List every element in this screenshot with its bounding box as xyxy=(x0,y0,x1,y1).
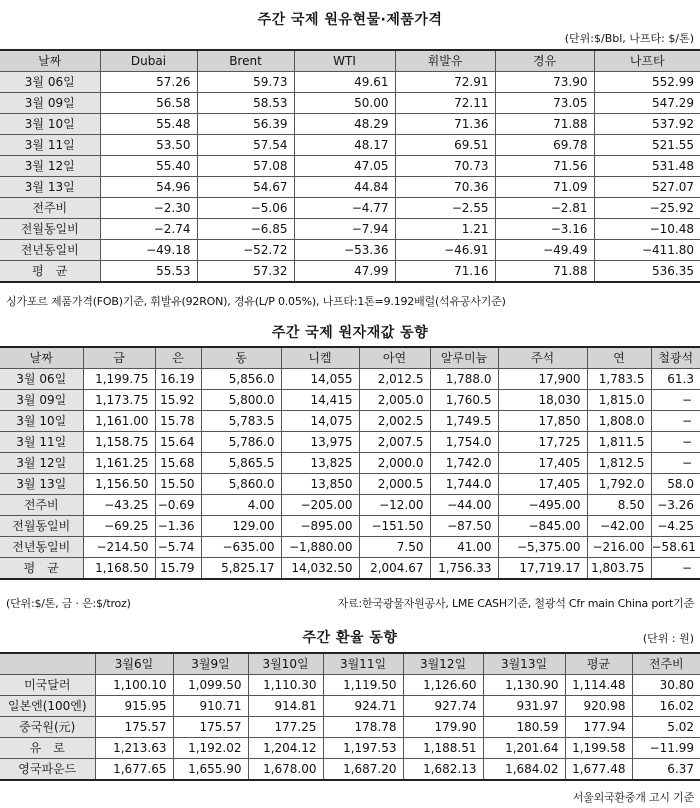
table-cell: 73.05 xyxy=(495,93,594,114)
table-cell: −44.00 xyxy=(430,495,498,516)
row-label: 전주비 xyxy=(0,198,100,219)
table-cell: −7.94 xyxy=(294,219,395,240)
table-cell: 552.99 xyxy=(594,72,700,93)
table-cell: 1,808.0 xyxy=(587,411,651,432)
table-cell: 1,788.0 xyxy=(430,369,498,390)
table-cell: −1.36 xyxy=(155,516,201,537)
table-cell: 70.73 xyxy=(395,156,495,177)
header-cell xyxy=(0,653,95,675)
table-row xyxy=(0,558,700,580)
table-cell: 2,007.5 xyxy=(359,432,430,453)
table-cell: 1,201.64 xyxy=(483,738,565,759)
table-row xyxy=(0,759,700,781)
table-cell: 1,213.63 xyxy=(95,738,173,759)
table-cell: 177.25 xyxy=(248,717,323,738)
table-row xyxy=(0,675,700,696)
header-cell: 평균 xyxy=(565,653,632,675)
table-cell: 1,742.0 xyxy=(430,453,498,474)
table-cell: −411.80 xyxy=(594,240,700,261)
table-cell: 71.16 xyxy=(395,261,495,283)
table-cell: 59.73 xyxy=(197,72,294,93)
table-cell: 55.48 xyxy=(100,114,197,135)
table-cell: −87.50 xyxy=(430,516,498,537)
exchange-rate-table xyxy=(0,652,700,781)
table-cell: 17,900 xyxy=(498,369,587,390)
table-cell: 72.11 xyxy=(395,93,495,114)
table-cell: 180.59 xyxy=(483,717,565,738)
table-cell: −58.61 xyxy=(651,537,700,558)
table-cell: 1,684.02 xyxy=(483,759,565,781)
table-cell: −12.00 xyxy=(359,495,430,516)
table-cell: 17,405 xyxy=(498,474,587,495)
table-cell: 1,812.5 xyxy=(587,453,651,474)
table-cell: 1,119.50 xyxy=(323,675,403,696)
table-row xyxy=(0,177,700,198)
header-cell: 알루미늄 xyxy=(430,347,498,369)
table-cell: 547.29 xyxy=(594,93,700,114)
table-cell: 1,655.90 xyxy=(173,759,248,781)
table-cell: 521.55 xyxy=(594,135,700,156)
header-cell: 3월9일 xyxy=(173,653,248,675)
table-cell: 1,130.90 xyxy=(483,675,565,696)
table3-source-note: 서울외국환중개 고시 기준 xyxy=(572,791,694,804)
header-cell: 주석 xyxy=(498,347,587,369)
table-row xyxy=(0,474,700,495)
table-cell: −845.00 xyxy=(498,516,587,537)
table-cell: 1,100.10 xyxy=(95,675,173,696)
table-cell: 69.51 xyxy=(395,135,495,156)
table-cell: −216.00 xyxy=(587,537,651,558)
row-label: 3월 09일 xyxy=(0,390,83,411)
table-cell: 71.56 xyxy=(495,156,594,177)
table-cell: 2,000.5 xyxy=(359,474,430,495)
table-cell: 15.68 xyxy=(155,453,201,474)
header-cell: 금 xyxy=(83,347,155,369)
row-label: 평 균 xyxy=(0,261,100,283)
table-row xyxy=(0,240,700,261)
table-cell: 4.00 xyxy=(201,495,281,516)
table-cell: 1,161.00 xyxy=(83,411,155,432)
raw-materials-table xyxy=(0,346,700,580)
table-cell: −5.06 xyxy=(197,198,294,219)
table-cell: −1,880.00 xyxy=(281,537,359,558)
table3-unit: (단위 : 원) xyxy=(642,632,694,645)
table-cell: 2,002.5 xyxy=(359,411,430,432)
table-cell: −3.26 xyxy=(651,495,700,516)
table-cell: −46.91 xyxy=(395,240,495,261)
header-cell: 동 xyxy=(201,347,281,369)
table-cell: 527.07 xyxy=(594,177,700,198)
table-row xyxy=(0,261,700,283)
table-cell: 927.74 xyxy=(403,696,483,717)
table-cell: 71.09 xyxy=(495,177,594,198)
table-cell: 178.78 xyxy=(323,717,403,738)
crude-oil-table xyxy=(0,49,700,283)
header-cell: 날짜 xyxy=(0,347,83,369)
table-cell: 14,055 xyxy=(281,369,359,390)
table-row xyxy=(0,495,700,516)
table-cell: 931.97 xyxy=(483,696,565,717)
table-cell: −2.30 xyxy=(100,198,197,219)
table-cell: 2,000.0 xyxy=(359,453,430,474)
table-cell: 73.90 xyxy=(495,72,594,93)
table-row xyxy=(0,696,700,717)
table-cell: 56.58 xyxy=(100,93,197,114)
row-label: 3월 11일 xyxy=(0,432,83,453)
table-cell: 41.00 xyxy=(430,537,498,558)
table-cell: 50.00 xyxy=(294,93,395,114)
table-cell: 17,850 xyxy=(498,411,587,432)
table-cell: −495.00 xyxy=(498,495,587,516)
table-cell: 15.64 xyxy=(155,432,201,453)
table-cell: −895.00 xyxy=(281,516,359,537)
table-cell: 536.35 xyxy=(594,261,700,283)
table-cell: 14,415 xyxy=(281,390,359,411)
header-cell: 니켈 xyxy=(281,347,359,369)
row-label: 3월 12일 xyxy=(0,453,83,474)
row-label: 3월 12일 xyxy=(0,156,100,177)
table-row xyxy=(0,219,700,240)
table-cell: 1,199.58 xyxy=(565,738,632,759)
table-cell: 175.57 xyxy=(95,717,173,738)
table-cell: −2.55 xyxy=(395,198,495,219)
table-cell: 537.92 xyxy=(594,114,700,135)
table-cell: 16.19 xyxy=(155,369,201,390)
header-cell: 휘발유 xyxy=(395,50,495,72)
table-cell: 1,744.0 xyxy=(430,474,498,495)
table-cell: 71.88 xyxy=(495,114,594,135)
table-cell: 5,856.0 xyxy=(201,369,281,390)
table-cell: 1,156.50 xyxy=(83,474,155,495)
table-row xyxy=(0,717,700,738)
table-cell: 58.0 xyxy=(651,474,700,495)
table-cell: 1,126.60 xyxy=(403,675,483,696)
table-cell: 1,678.00 xyxy=(248,759,323,781)
table-cell: 177.94 xyxy=(565,717,632,738)
table-cell: −3.16 xyxy=(495,219,594,240)
table-cell: −5,375.00 xyxy=(498,537,587,558)
row-label: 3월 06일 xyxy=(0,369,83,390)
table-cell: 531.48 xyxy=(594,156,700,177)
table-cell: 1,161.25 xyxy=(83,453,155,474)
table-cell: 14,032.50 xyxy=(281,558,359,580)
row-label: 3월 10일 xyxy=(0,114,100,135)
table-cell: 1,760.5 xyxy=(430,390,498,411)
table-cell: 57.08 xyxy=(197,156,294,177)
table-cell: 5,860.0 xyxy=(201,474,281,495)
table-cell: 14,075 xyxy=(281,411,359,432)
table-cell: 1,192.02 xyxy=(173,738,248,759)
table-cell: 30.80 xyxy=(632,675,700,696)
header-cell: 전주비 xyxy=(632,653,700,675)
table-cell: 44.84 xyxy=(294,177,395,198)
header-cell: 3월6일 xyxy=(95,653,173,675)
table-cell: 1,110.30 xyxy=(248,675,323,696)
table-row xyxy=(0,114,700,135)
table-cell: 920.98 xyxy=(565,696,632,717)
table-cell: 1,687.20 xyxy=(323,759,403,781)
table-cell: −11.99 xyxy=(632,738,700,759)
table-cell: 1,811.5 xyxy=(587,432,651,453)
header-cell: 철광석 xyxy=(651,347,700,369)
table-row xyxy=(0,369,700,390)
row-label: 3월 13일 xyxy=(0,177,100,198)
table-cell: 5,865.5 xyxy=(201,453,281,474)
table-cell: − xyxy=(651,432,700,453)
table-cell: 58.53 xyxy=(197,93,294,114)
table-cell: −52.72 xyxy=(197,240,294,261)
row-label: 영국파운드 xyxy=(0,759,95,781)
table-cell: 5,800.0 xyxy=(201,390,281,411)
row-label: 유 로 xyxy=(0,738,95,759)
header-cell: Brent xyxy=(197,50,294,72)
table-cell: 48.17 xyxy=(294,135,395,156)
table-cell: 179.90 xyxy=(403,717,483,738)
table-cell: 1,099.50 xyxy=(173,675,248,696)
header-cell: 은 xyxy=(155,347,201,369)
table-cell: 5,786.0 xyxy=(201,432,281,453)
table-cell: 55.40 xyxy=(100,156,197,177)
table-cell: 1,783.5 xyxy=(587,369,651,390)
table-cell: 1,803.75 xyxy=(587,558,651,580)
table-cell: 915.95 xyxy=(95,696,173,717)
table-cell: 1,677.65 xyxy=(95,759,173,781)
header-cell: Dubai xyxy=(100,50,197,72)
table-cell: −25.92 xyxy=(594,198,700,219)
table2-source-note: 자료:한국광물자원공사, LME CASH기준, 철광석 Cfr main China port기준 xyxy=(337,597,694,610)
table-row xyxy=(0,93,700,114)
table-cell: 18,030 xyxy=(498,390,587,411)
table-cell: 5.02 xyxy=(632,717,700,738)
table-cell: 57.26 xyxy=(100,72,197,93)
table-cell: 55.53 xyxy=(100,261,197,283)
table-cell: 61.3 xyxy=(651,369,700,390)
table-cell: − xyxy=(651,453,700,474)
table-cell: 57.32 xyxy=(197,261,294,283)
table-cell: −43.25 xyxy=(83,495,155,516)
table-row xyxy=(0,432,700,453)
table-row xyxy=(0,72,700,93)
table-cell: 1,197.53 xyxy=(323,738,403,759)
table3-title: 주간 환율 동향 xyxy=(302,630,398,646)
table-cell: 2,012.5 xyxy=(359,369,430,390)
header-cell: WTI xyxy=(294,50,395,72)
table1-title: 주간 국제 원유현물·제품가격 xyxy=(257,12,443,28)
table-cell: −2.74 xyxy=(100,219,197,240)
table-cell: 54.67 xyxy=(197,177,294,198)
table-row xyxy=(0,135,700,156)
table-cell: 47.05 xyxy=(294,156,395,177)
row-label: 3월 09일 xyxy=(0,93,100,114)
table-cell: 1,682.13 xyxy=(403,759,483,781)
table-cell: 914.81 xyxy=(248,696,323,717)
table-cell: −5.74 xyxy=(155,537,201,558)
table-cell: 1,158.75 xyxy=(83,432,155,453)
row-label: 전월동일비 xyxy=(0,516,83,537)
row-label: 평 균 xyxy=(0,558,83,580)
table-row xyxy=(0,738,700,759)
table-cell: 13,850 xyxy=(281,474,359,495)
table-cell: 1,204.12 xyxy=(248,738,323,759)
table-cell: 924.71 xyxy=(323,696,403,717)
table-cell: 13,825 xyxy=(281,453,359,474)
table-cell: −49.18 xyxy=(100,240,197,261)
row-label: 3월 10일 xyxy=(0,411,83,432)
table-row xyxy=(0,156,700,177)
table-cell: 2,005.0 xyxy=(359,390,430,411)
table-cell: 54.96 xyxy=(100,177,197,198)
table-cell: 71.36 xyxy=(395,114,495,135)
table-cell: −205.00 xyxy=(281,495,359,516)
header-cell: 연 xyxy=(587,347,651,369)
header-cell: 경유 xyxy=(495,50,594,72)
table-row xyxy=(0,537,700,558)
table-cell: 2,004.67 xyxy=(359,558,430,580)
table-row xyxy=(0,198,700,219)
row-label: 중국원(元) xyxy=(0,717,95,738)
table-cell: 1,756.33 xyxy=(430,558,498,580)
table1-unit: (단위:$/Bbl, 나프타: $/톤) xyxy=(564,32,694,45)
row-label: 미국달러 xyxy=(0,675,95,696)
header-cell: 3월13일 xyxy=(483,653,565,675)
table-cell: −53.36 xyxy=(294,240,395,261)
header-cell: 3월11일 xyxy=(323,653,403,675)
table-cell: 70.36 xyxy=(395,177,495,198)
table-cell: 15.92 xyxy=(155,390,201,411)
table-cell: 17,405 xyxy=(498,453,587,474)
table-cell: 1,792.0 xyxy=(587,474,651,495)
table-cell: −0.69 xyxy=(155,495,201,516)
table2-title: 주간 국제 원자재값 동향 xyxy=(271,325,429,341)
table-cell: − xyxy=(651,558,700,580)
table-cell: 1,168.50 xyxy=(83,558,155,580)
table1-note: 싱가포르 제품가격(FOB)기준, 휘발유(92RON), 경유(L/P 0.05%), 나프타:1톤=9.192배럴(석유공사기준) xyxy=(6,295,506,308)
table-cell: 17,725 xyxy=(498,432,587,453)
table-cell: 17,719.17 xyxy=(498,558,587,580)
table-row xyxy=(0,453,700,474)
row-label: 3월 06일 xyxy=(0,72,100,93)
table-cell: 8.50 xyxy=(587,495,651,516)
table-cell: −2.81 xyxy=(495,198,594,219)
table-cell: 5,825.17 xyxy=(201,558,281,580)
table-cell: 175.57 xyxy=(173,717,248,738)
header-cell: 3월10일 xyxy=(248,653,323,675)
row-label: 전주비 xyxy=(0,495,83,516)
table-cell: 16.02 xyxy=(632,696,700,717)
table-cell: −42.00 xyxy=(587,516,651,537)
row-label: 3월 11일 xyxy=(0,135,100,156)
table-cell: 6.37 xyxy=(632,759,700,781)
table-cell: 1,173.75 xyxy=(83,390,155,411)
table-cell: −10.48 xyxy=(594,219,700,240)
table-cell: 48.29 xyxy=(294,114,395,135)
table-cell: 1,114.48 xyxy=(565,675,632,696)
table-cell: − xyxy=(651,411,700,432)
table-row xyxy=(0,411,700,432)
table-cell: 71.88 xyxy=(495,261,594,283)
table-cell: 1,199.75 xyxy=(83,369,155,390)
table-cell: 15.50 xyxy=(155,474,201,495)
header-cell: 아연 xyxy=(359,347,430,369)
header-cell: 3월12일 xyxy=(403,653,483,675)
row-label: 전월동일비 xyxy=(0,219,100,240)
table-cell: 13,975 xyxy=(281,432,359,453)
table-cell: 56.39 xyxy=(197,114,294,135)
table-cell: −49.49 xyxy=(495,240,594,261)
table-cell: − xyxy=(651,390,700,411)
table-cell: 129.00 xyxy=(201,516,281,537)
table-cell: 15.79 xyxy=(155,558,201,580)
table-cell: 1.21 xyxy=(395,219,495,240)
row-label: 일본엔(100엔) xyxy=(0,696,95,717)
header-cell: 날짜 xyxy=(0,50,100,72)
table-cell: 7.50 xyxy=(359,537,430,558)
table-cell: −4.77 xyxy=(294,198,395,219)
table-cell: −635.00 xyxy=(201,537,281,558)
table-cell: 57.54 xyxy=(197,135,294,156)
table-cell: 910.71 xyxy=(173,696,248,717)
header-cell: 나프타 xyxy=(594,50,700,72)
table-cell: 69.78 xyxy=(495,135,594,156)
row-label: 전년동일비 xyxy=(0,537,83,558)
table-cell: 1,815.0 xyxy=(587,390,651,411)
table-cell: 53.50 xyxy=(100,135,197,156)
table2-unit-note: (단위:$/톤, 금 · 은:$/troz) xyxy=(6,597,131,610)
table-cell: 1,677.48 xyxy=(565,759,632,781)
table-cell: 1,188.51 xyxy=(403,738,483,759)
table-cell: −214.50 xyxy=(83,537,155,558)
table-row xyxy=(0,516,700,537)
table-cell: 49.61 xyxy=(294,72,395,93)
table-cell: −151.50 xyxy=(359,516,430,537)
table-row xyxy=(0,390,700,411)
table-cell: 1,749.5 xyxy=(430,411,498,432)
table-cell: 47.99 xyxy=(294,261,395,283)
row-label: 전년동일비 xyxy=(0,240,100,261)
row-label: 3월 13일 xyxy=(0,474,83,495)
table-cell: 15.78 xyxy=(155,411,201,432)
table-cell: −69.25 xyxy=(83,516,155,537)
table-cell: −4.25 xyxy=(651,516,700,537)
table-cell: −6.85 xyxy=(197,219,294,240)
table-cell: 1,754.0 xyxy=(430,432,498,453)
table-cell: 72.91 xyxy=(395,72,495,93)
table-cell: 5,783.5 xyxy=(201,411,281,432)
